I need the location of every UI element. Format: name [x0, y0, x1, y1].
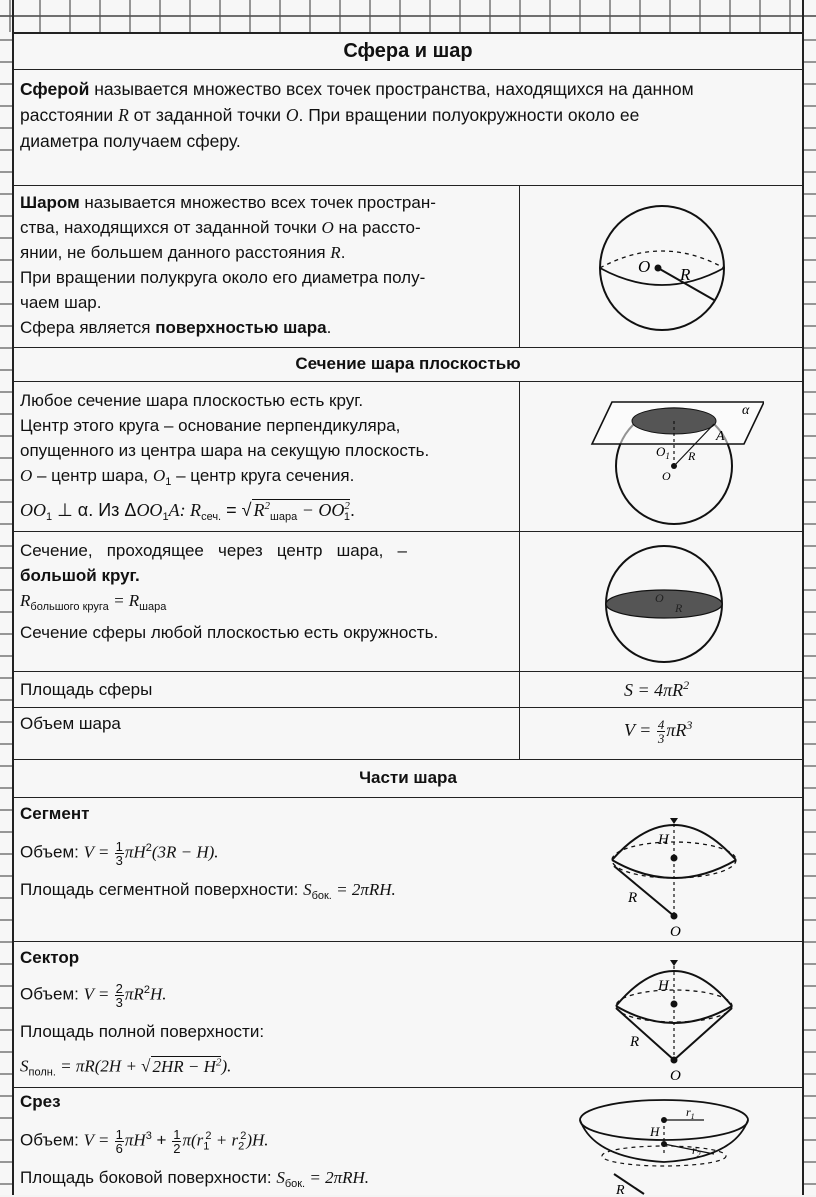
- frustum-volume: [20, 1124, 269, 1159]
- parts-header: Части шара: [359, 768, 457, 787]
- sphere-area-formula: [624, 678, 689, 701]
- sphere-def-line3: диаметра получаем сферу.: [20, 131, 241, 151]
- frustum-surface: [20, 1166, 369, 1196]
- sector-vol-num: 2: [115, 980, 123, 996]
- left-margin-ticks: [0, 0, 14, 1195]
- great-circle-row: [14, 532, 802, 672]
- section-formula-k: 2: [264, 500, 271, 512]
- section-formula-m: − OO: [297, 500, 345, 520]
- frustum-fig-r2s: 2: [696, 1150, 701, 1159]
- sector-volume: [20, 978, 166, 1009]
- frustum-surf-sub: бок.: [284, 1178, 306, 1190]
- segment-surf-b: = 2πRH.: [331, 880, 396, 899]
- plane-figure-label-a: A: [716, 429, 725, 444]
- sphere-area-label: Площадь сферы: [20, 680, 153, 699]
- segment-vol-c: (3R − H).: [151, 842, 219, 862]
- frustum-vol-f: )H.: [246, 1130, 269, 1150]
- ball-def-line2b: на рассто-: [333, 218, 421, 237]
- section-formula-e: 1: [162, 511, 169, 523]
- segment-vol-fraction: [115, 840, 124, 867]
- section-line4e: – центр круга сечения.: [171, 466, 355, 485]
- sphere-area-exp: 2: [683, 678, 690, 692]
- sector-vol-den: 3: [115, 994, 123, 1010]
- ball-volume-row: [14, 708, 802, 760]
- page-title: Сфера и шар: [343, 40, 473, 62]
- ball-def-line1: называется множество всех точек простран-: [79, 193, 436, 212]
- section-formula-o: 1: [343, 511, 350, 523]
- section-formula-i: = √: [221, 500, 252, 520]
- section-line4a: O: [20, 466, 33, 485]
- segment-vol-den: 3: [115, 852, 123, 868]
- frustum-surf-s: S: [276, 1168, 285, 1187]
- ball-def-var-r: R: [330, 243, 341, 262]
- frustum-row: [14, 1088, 802, 1197]
- section-formula-b: 1: [46, 511, 53, 523]
- sector-vol-a: V =: [83, 984, 114, 1004]
- segment-vol-exp: 2: [145, 842, 152, 854]
- sphere-figure-label-r: R: [680, 265, 691, 284]
- sector-vol-exp: 2: [143, 984, 150, 996]
- frustum-n1: 1: [115, 1126, 123, 1142]
- section-formula-d: OO: [136, 500, 163, 520]
- frustum-r2sub: 2: [238, 1140, 245, 1153]
- great-circle-line4: Сечение сферы любой плоскостью есть окружность.: [20, 623, 439, 642]
- sector-figure-label-h: H: [658, 978, 669, 994]
- section-header: Сечение шара плоскостью: [295, 354, 521, 373]
- ball-def-line6a: Сфера является: [20, 318, 156, 337]
- frustum-vol-c: +: [151, 1130, 172, 1150]
- section-formula-p: .: [349, 500, 355, 520]
- section-line1: Любое сечение шара плоскостью есть круг.: [20, 391, 364, 410]
- sector-figure-label-r: R: [630, 1034, 640, 1050]
- ball-definition-row: [14, 186, 802, 348]
- ball-def-line6c: .: [326, 318, 332, 337]
- frustum-d1: 6: [115, 1140, 123, 1156]
- column-divider: [519, 532, 520, 671]
- ball-definition-text: [20, 190, 515, 340]
- sphere-term: Сферой: [20, 79, 90, 99]
- frustum-r2exp: 2: [240, 1130, 247, 1142]
- section-formula-f: A: [168, 500, 180, 520]
- sector-vol-b: πR: [124, 984, 144, 1004]
- ball-def-line2a: ства, находящихся от заданной точки: [20, 218, 322, 237]
- right-margin-ticks: [802, 0, 816, 1195]
- frustum-fig-r1s: 1: [690, 1112, 695, 1121]
- segment-figure-label-r: R: [628, 890, 638, 906]
- sector-surface: [20, 1050, 231, 1085]
- great-circle-label-o: O: [655, 591, 664, 605]
- section-header-row: [14, 348, 802, 382]
- sphere-definition-row: [14, 70, 802, 186]
- frustum-figure-label-r: R: [616, 1183, 625, 1196]
- sector-row: [14, 942, 802, 1088]
- frustum-vol-b: πH: [124, 1130, 146, 1150]
- frustum-d2: 2: [173, 1140, 181, 1156]
- ball-volume-formula: [624, 718, 692, 745]
- sector-figure-label-o: O: [670, 1068, 681, 1084]
- frustum-r1sub: 1: [203, 1140, 210, 1153]
- segment-vol-num: 1: [115, 838, 123, 854]
- section-line4b: – центр шара,: [32, 466, 153, 485]
- ball-def-line3a: янии, не большем данного расстояния: [20, 243, 331, 262]
- sector-surf-d: ).: [221, 1056, 232, 1076]
- sphere-def-var-o: O: [285, 105, 299, 125]
- segment-surf-s: S: [303, 880, 312, 899]
- plane-figure-label-r: R: [688, 449, 696, 463]
- plane-figure-o1-sub: 1: [665, 451, 670, 461]
- great-circle-figure: [599, 542, 729, 667]
- sphere-def-line2c: . При вращении полуокружности около ее: [298, 105, 640, 125]
- section-line4d: 1: [165, 476, 172, 488]
- parts-header-row: [14, 760, 802, 798]
- sector-title: Сектор: [20, 948, 80, 967]
- ball-def-line3b: .: [340, 243, 346, 262]
- top-grid-strip: [0, 0, 816, 32]
- plane-figure-label-o1: [656, 444, 670, 461]
- great-circle-line2: большой круг.: [20, 566, 140, 585]
- ball-def-line4: При вращении полукруга около его диаметра полу-: [20, 268, 426, 287]
- sphere-def-line2b: от заданной точки: [128, 105, 286, 125]
- segment-surf-sub: бок.: [311, 890, 332, 902]
- sector-surf-b: = πR(2H + √: [55, 1056, 151, 1076]
- sphere-figure: [594, 202, 734, 337]
- section-formula-l: шара: [270, 511, 298, 523]
- segment-row: [14, 798, 802, 942]
- section-line2: Центр этого круга – основание перпендикуляра,: [20, 416, 401, 435]
- frustum-figure-label-r2: [692, 1143, 701, 1159]
- segment-vol-label: Объем:: [20, 842, 84, 862]
- ball-volume-num: 4: [657, 717, 665, 733]
- column-divider: [519, 672, 520, 707]
- sphere-definition-text: [20, 76, 796, 154]
- sector-surf-label: Площадь полной поверхности:: [20, 1022, 265, 1041]
- ball-volume-fraction: [657, 718, 666, 745]
- frustum-frac1: [115, 1128, 124, 1155]
- plane-figure-label-o: O: [662, 469, 671, 483]
- sphere-area-formula-text: S = 4πR: [624, 680, 684, 700]
- great-circle-text: [20, 538, 515, 645]
- plane-section-text: [20, 388, 515, 495]
- ball-def-line6b: поверхностью шара: [155, 318, 327, 337]
- section-formula-c: ⊥ α. Из Δ: [52, 500, 137, 520]
- frustum-vol-a: V =: [83, 1130, 114, 1150]
- great-circle-formula-d: шара: [139, 601, 167, 613]
- segment-figure-label-h: H: [658, 832, 669, 848]
- sphere-def-line1: называется множество всех точек пространства, находящихся на данном: [89, 79, 694, 99]
- ball-volume-exp: 3: [686, 718, 693, 732]
- great-circle-formula-b: большого круга: [30, 601, 109, 613]
- segment-surf-label: Площадь сегментной поверхности:: [20, 880, 304, 899]
- sphere-area-row: [14, 672, 802, 708]
- title-row: [14, 34, 802, 70]
- sector-surf-s: S: [20, 1056, 29, 1076]
- ball-volume-formula-a: V =: [624, 720, 656, 740]
- section-formula-n: 2: [344, 500, 350, 512]
- sector-surf-c: 2HR − H: [152, 1056, 216, 1076]
- sector-surf-sub: полн.: [28, 1066, 56, 1079]
- ball-volume-formula-b: πR: [666, 720, 687, 740]
- frustum-r1exp: 2: [205, 1130, 212, 1142]
- segment-vol-a: V =: [83, 842, 114, 862]
- frustum-n2: 1: [173, 1126, 181, 1142]
- ball-term: Шаром: [20, 193, 80, 212]
- frustum-vol-d: π(r: [182, 1130, 204, 1150]
- frustum-fig-r1: r: [686, 1105, 691, 1119]
- plane-figure-label-alpha: α: [742, 403, 750, 418]
- sector-surf-radicand: [151, 1056, 222, 1076]
- segment-vol-b: πH: [124, 842, 146, 862]
- frustum-figure: [564, 1094, 774, 1196]
- frustum-vol-label: Объем:: [20, 1130, 84, 1150]
- frustum-exp3: 3: [145, 1130, 152, 1142]
- column-divider: [519, 186, 520, 347]
- great-circle-formula-c: = R: [108, 591, 140, 610]
- column-divider: [519, 382, 520, 531]
- column-divider: [519, 708, 520, 759]
- frustum-frac2: [172, 1128, 181, 1155]
- great-circle-formula-a: R: [20, 591, 31, 610]
- section-formula-j: R: [253, 500, 265, 520]
- ball-def-line5: чаем шар.: [20, 293, 102, 312]
- sphere-def-var-r: R: [118, 105, 129, 125]
- sector-vol-c: H.: [149, 984, 167, 1004]
- section-formula-h: сеч.: [201, 511, 222, 523]
- segment-title: Сегмент: [20, 804, 90, 823]
- ball-volume-label: Объем шара: [20, 714, 121, 733]
- sector-surf-exp: 2: [215, 1056, 222, 1068]
- section-line3: опущенного из центра шара на секущую плоскость.: [20, 441, 430, 460]
- frustum-surf-label: Площадь боковой поверхности:: [20, 1168, 277, 1187]
- sector-vol-label: Объем:: [20, 984, 84, 1004]
- frustum-title: Срез: [20, 1092, 61, 1111]
- sector-vol-fraction: [115, 982, 124, 1009]
- section-formula-radicand: [252, 499, 350, 523]
- segment-surface: [20, 878, 396, 908]
- frustum-vol-e: + r: [211, 1130, 239, 1150]
- ball-def-var-o: O: [321, 218, 334, 237]
- section-formula: [20, 494, 515, 529]
- segment-volume: [20, 836, 219, 867]
- great-circle-line1: Сечение, проходящее через центр шара, –: [20, 541, 407, 560]
- plane-figure-o1-text: O: [656, 444, 666, 459]
- frustum-surf-b: = 2πRH.: [305, 1168, 370, 1187]
- section-line4c: O: [152, 466, 166, 485]
- section-formula-g: : R: [179, 500, 202, 520]
- frustum-figure-label-r1: [686, 1105, 695, 1121]
- reference-sheet: [14, 32, 802, 1195]
- section-formula-a: OO: [20, 500, 46, 520]
- plane-section-row: [14, 382, 802, 532]
- frustum-figure-label-h: H: [650, 1124, 660, 1139]
- frustum-fig-r2: r: [692, 1143, 697, 1157]
- segment-figure-label-o: O: [670, 924, 681, 940]
- segment-figure: [594, 810, 754, 940]
- great-circle-label-r: R: [675, 601, 683, 615]
- sector-figure: [594, 950, 754, 1086]
- sphere-figure-label-o: O: [638, 257, 651, 276]
- sphere-def-line2a: расстоянии: [20, 105, 119, 125]
- plane-section-figure: [574, 388, 764, 528]
- ball-volume-den: 3: [657, 731, 665, 747]
